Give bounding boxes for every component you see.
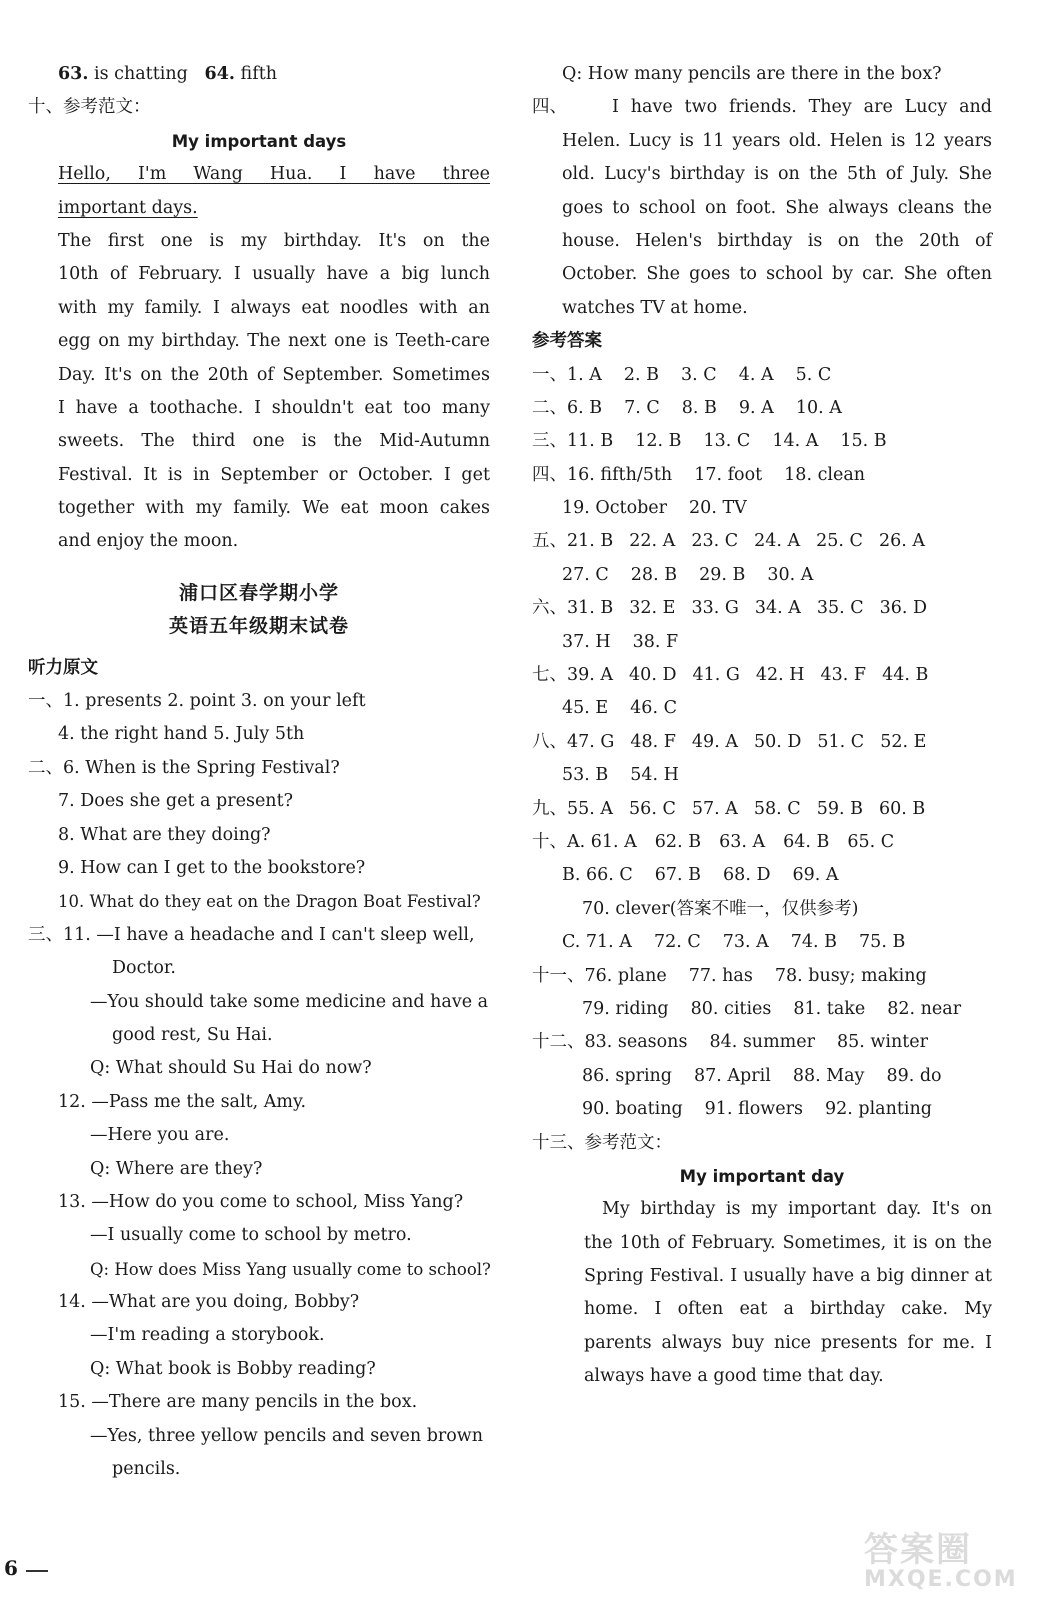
essay-line: together with my family. We eat moon cakes: [58, 498, 490, 519]
answer-item: B. 66. C: [562, 865, 633, 886]
answer-item: 90. boating: [582, 1099, 683, 1120]
answer-item: 27. C: [562, 564, 609, 585]
essay-line: egg on my birthday. The next one is Teeth-care: [58, 331, 490, 352]
page-number: 6: [4, 1556, 18, 1580]
answer-item: 30. A: [767, 564, 814, 585]
answer-item: 35. C: [816, 598, 864, 619]
right-column: [532, 58, 992, 1394]
answer-item: 25. C: [816, 531, 863, 552]
listening-line: 三、11. —I have a headache and I can't sleep well,: [28, 924, 475, 945]
item-number: 63.: [58, 64, 89, 84]
answer-text: fifth: [240, 64, 277, 84]
answer-item: 73. A: [722, 932, 769, 953]
essay-line: 10th of February. I usually have a big lunch: [58, 264, 490, 285]
answer-item: 51. C: [817, 731, 865, 752]
page-number-dash: [26, 1570, 48, 1572]
answer-item: 十一、76. plane: [532, 965, 667, 986]
answer-item: 46. C: [630, 698, 677, 719]
listening-line: 8. What are they doing?: [58, 824, 271, 845]
answer-row: [532, 826, 992, 859]
answer-item: 43. F: [820, 665, 867, 686]
answer-item: 13. C: [703, 431, 751, 452]
passage-line: old. Lucy's birthday is on the 5th of July. She: [562, 164, 992, 185]
answer-item: 91. flowers: [704, 1099, 803, 1120]
answer-row: [532, 1093, 992, 1126]
answer-item: 19. October: [562, 498, 668, 519]
passage-text: I have two friends. They are Lucy and: [612, 97, 992, 118]
section-marker: 四、: [532, 97, 567, 118]
answer-item: 二、6. B: [532, 397, 603, 418]
answer-item: 8. B: [681, 397, 717, 418]
listening-line: Q: What should Su Hai do now?: [90, 1058, 372, 1079]
listening-line: —You should take some medicine and have a: [90, 991, 489, 1012]
answer-item: 75. B: [859, 932, 906, 953]
essay-line: the 10th of February. Sometimes, it is on the: [584, 1232, 992, 1253]
answer-row: [532, 926, 992, 959]
essay-line: The first one is my birthday. It's on the: [58, 230, 490, 251]
answer-item: 62. B: [654, 831, 702, 852]
answer-row: [532, 559, 992, 592]
answer-item: 81. take: [793, 998, 866, 1019]
answer-item: 69. A: [792, 865, 839, 886]
answer-item: 60. B: [878, 798, 926, 819]
answer-row: [532, 726, 992, 759]
listening-line: —I'm reading a storybook.: [90, 1325, 325, 1346]
listening-line: Doctor.: [112, 958, 176, 979]
site-watermark: [864, 1522, 1044, 1594]
answer-item: 3. C: [681, 364, 717, 385]
answer-row: [532, 592, 992, 625]
listening-line: Q: Where are they?: [90, 1158, 263, 1179]
answer-item: 三、11. B: [532, 431, 614, 452]
answer-item: 92. planting: [824, 1099, 932, 1120]
answer-item: 87. April: [694, 1065, 771, 1086]
answer-item: 84. summer: [709, 1032, 815, 1053]
answer-item: 58. C: [753, 798, 801, 819]
answer-item: 28. B: [630, 564, 678, 585]
listening-line: 13. —How do you come to school, Miss Yang?: [58, 1191, 464, 1212]
section-heading-13: 十三、参考范文：: [532, 1132, 672, 1153]
passage-line: goes to school on foot. She always cleans the: [562, 197, 992, 218]
answer-row: [532, 1060, 992, 1093]
answer-item: 18. clean: [784, 464, 866, 485]
listening-line: Q: What book is Bobby reading?: [90, 1358, 376, 1379]
essay-line: sweets. The third one is the Mid-Autumn: [58, 431, 490, 452]
answer-item: 56. C: [629, 798, 676, 819]
answer-item: 34. A: [754, 598, 801, 619]
essay-line: always have a good time that day.: [584, 1366, 884, 1387]
answer-item: 17. foot: [694, 464, 763, 485]
listening-line: —Yes, three yellow pencils and seven brown: [90, 1425, 484, 1446]
essay-line: Day. It's on the 20th of September. Sometimes: [58, 364, 490, 385]
essay-line: and enjoy the moon.: [58, 531, 239, 552]
answer-item: 八、47. G: [532, 731, 615, 752]
answer-item: 22. A: [629, 531, 676, 552]
answer-item: 九、55. A: [532, 798, 614, 819]
answer-item: 42. H: [755, 665, 805, 686]
answer-item: 38. F: [632, 631, 679, 652]
listening-line: Q: How many pencils are there in the box?: [562, 64, 942, 84]
answer-item: 33. G: [691, 598, 739, 619]
answer-item: 4. A: [738, 364, 774, 385]
answer-row: [532, 359, 992, 392]
passage-line: [532, 91, 992, 124]
answer-item: 80. cities: [690, 998, 772, 1019]
answer-item: 9. A: [738, 397, 774, 418]
answer-item: 89. do: [886, 1065, 942, 1086]
answer-item: 67. B: [654, 865, 702, 886]
answer-item: 26. A: [878, 531, 925, 552]
answer-row: [532, 960, 992, 993]
answer-row: [532, 759, 992, 792]
answer-item: 57. A: [691, 798, 738, 819]
answer-item: 12. B: [635, 431, 682, 452]
essay-line: Festival. It is in September or October. I get: [58, 464, 490, 485]
listening-line: 7. Does she get a present?: [58, 791, 293, 812]
answer-row: [532, 993, 992, 1026]
section-heading-10: 十、参考范文：: [28, 97, 151, 118]
answer-row: [532, 392, 992, 425]
answer-item: 49. A: [691, 731, 738, 752]
answer-item: 78. busy; making: [774, 965, 927, 986]
answer-item: 68. D: [723, 865, 771, 886]
listening-line: pencils.: [112, 1459, 181, 1480]
listening-heading: 听力原文: [28, 657, 98, 678]
answer-row: [532, 492, 992, 525]
answer-row: [532, 425, 992, 458]
answer-item: 54. H: [630, 765, 679, 786]
essay-line: Spring Festival. I usually have a big dinner at: [584, 1266, 992, 1287]
answer-item: 一、1. A: [532, 364, 602, 385]
answer-item: 2. B: [623, 364, 660, 385]
essay-line: with my family. I always eat noodles with an: [58, 297, 490, 318]
answer-item: 20. TV: [689, 498, 747, 519]
answer-item: 59. B: [816, 798, 863, 819]
answer-item: 86. spring: [582, 1065, 673, 1086]
answer-item: 74. B: [790, 932, 838, 953]
listening-line: 一、1. presents 2. point 3. on your left: [28, 691, 366, 712]
answer-item: 24. A: [754, 531, 801, 552]
answer-item: 七、39. A: [532, 665, 614, 686]
answer-item: 十、A. 61. A: [532, 831, 637, 852]
answer-item: 79. riding: [582, 998, 669, 1019]
answer-item: 72. C: [653, 932, 701, 953]
answer-item: 48. F: [630, 731, 676, 752]
answer-item: 32. E: [629, 598, 676, 619]
essay-line: I have a toothache. I shouldn't eat too many: [58, 397, 490, 418]
passage-line: October. She goes to school by car. She often: [562, 264, 992, 285]
answer-item: 40. D: [629, 665, 677, 686]
left-column: [28, 58, 490, 1486]
answer-item: 15. B: [840, 431, 887, 452]
listening-line: 12. —Pass me the salt, Amy.: [58, 1091, 307, 1112]
answers-heading: 参考答案: [532, 331, 602, 352]
listening-line: 4. the right hand 5. July 5th: [58, 724, 305, 745]
watermark-logo-text: 答案圈: [864, 1530, 972, 1570]
answer-row: [532, 626, 992, 659]
answer-item: 六、31. B: [532, 598, 614, 619]
passage-line: house. Helen's birthday is on the 20th of: [562, 230, 992, 251]
essay-line: Hello, I'm Wang Hua. I have three: [58, 164, 490, 185]
answer-item: 77. has: [688, 965, 753, 986]
exam-title: 浦口区春学期小学: [178, 581, 339, 604]
watermark-url-text: MXQE.COM: [864, 1567, 1018, 1592]
answer-row: [532, 659, 992, 692]
answer-text: is chatting: [94, 64, 188, 84]
listening-line: 15. —There are many pencils in the box.: [58, 1392, 418, 1413]
answer-item: 52. E: [880, 731, 927, 752]
answer-item: 36. D: [879, 598, 928, 619]
essay-title: My important day: [679, 1166, 845, 1186]
answer-item: 四、16. fifth/5th: [532, 464, 673, 485]
essay-title: My important days: [171, 131, 347, 151]
answer-item: 5. C: [795, 364, 832, 385]
answer-row: [532, 1026, 992, 1059]
answer-item: 63. A: [719, 831, 766, 852]
answer-item: 44. B: [882, 665, 929, 686]
passage-line: Helen. Lucy is 11 years old. Helen is 12 years: [562, 130, 992, 151]
listening-line: good rest, Su Hai.: [112, 1024, 273, 1045]
answer-row: [532, 692, 992, 725]
answer-row: 70. clever(答案不唯一，仅供参考): [582, 898, 859, 919]
answer-item: C. 71. A: [562, 932, 632, 953]
essay-line: home. I often eat a birthday cake. My: [584, 1299, 992, 1320]
answer-item: 五、21. B: [532, 531, 614, 552]
listening-line: 9. How can I get to the bookstore?: [58, 857, 366, 878]
essay-line: My birthday is my important day. It's on: [602, 1199, 992, 1220]
answer-item: 十二、83. seasons: [532, 1032, 688, 1053]
answer-item: 53. B: [562, 765, 609, 786]
answer-row: [532, 525, 992, 558]
answer-item: 82. near: [887, 998, 962, 1019]
answer-item: 65. C: [847, 831, 895, 852]
answer-item: 88. May: [792, 1065, 865, 1086]
item-number: 64.: [204, 64, 235, 84]
essay-line: important days.: [58, 197, 198, 218]
listening-line: Q: How does Miss Yang usually come to school?: [90, 1259, 491, 1279]
passage-line: watches TV at home.: [562, 297, 748, 318]
listening-line: 10. What do they eat on the Dragon Boat Festival?: [58, 892, 481, 912]
answer-item: 64. B: [783, 831, 830, 852]
essay-line: parents always buy nice presents for me. I: [584, 1332, 992, 1353]
exam-subtitle: 英语五年级期末试卷: [168, 615, 349, 638]
answer-item: 50. D: [753, 731, 802, 752]
answer-item: 10. A: [795, 397, 842, 418]
answer-item: 41. G: [692, 665, 740, 686]
listening-line: 二、6. When is the Spring Festival?: [28, 757, 340, 778]
listening-line: —I usually come to school by metro.: [90, 1225, 412, 1246]
answer-line-63-64: [28, 58, 490, 91]
answer-item: 45. E: [562, 698, 609, 719]
answer-row: [532, 459, 992, 492]
answer-item: 29. B: [699, 564, 746, 585]
listening-line: 14. —What are you doing, Bobby?: [58, 1292, 360, 1313]
answer-row: [532, 793, 992, 826]
answer-item: 85. winter: [837, 1032, 928, 1053]
answer-item: 23. C: [691, 531, 739, 552]
listening-line: —Here you are.: [90, 1125, 230, 1146]
answer-row: [532, 859, 992, 892]
answer-item: 37. H: [562, 631, 611, 652]
answer-item: 14. A: [772, 431, 819, 452]
answer-item: 7. C: [624, 397, 660, 418]
